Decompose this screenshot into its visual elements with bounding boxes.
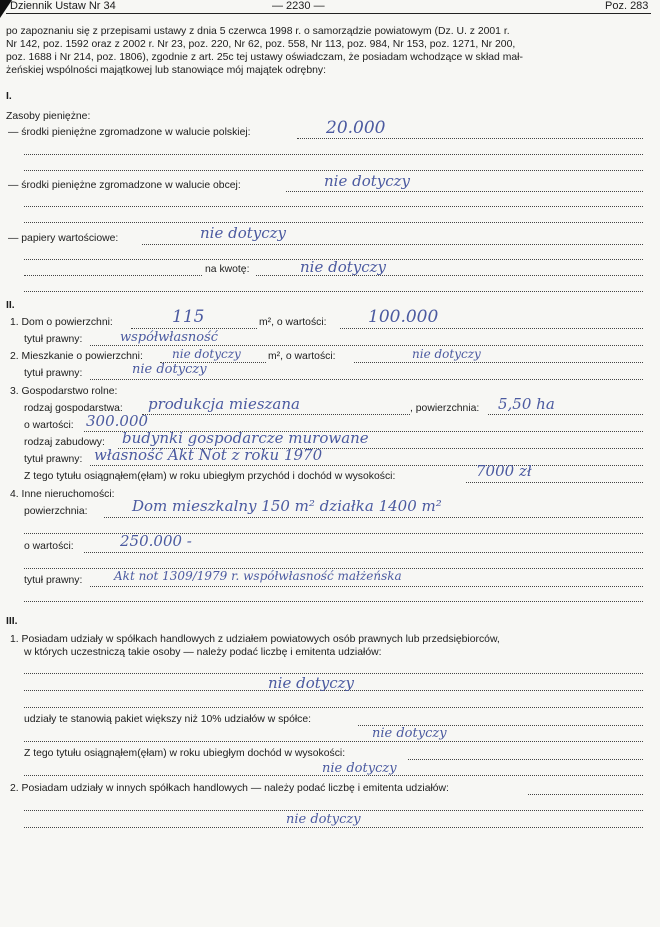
pln-value: 20.000 xyxy=(326,118,386,138)
farm-area: 5,50 ha xyxy=(498,395,555,413)
other-title-label: tytuł prawny: xyxy=(24,575,83,586)
flat-title-field xyxy=(90,379,643,380)
cash-heading: Zasoby pieniężne: xyxy=(6,111,91,122)
farm-value: 300.000 xyxy=(86,412,149,430)
farm-income: 7000 zł xyxy=(476,462,532,480)
shares-q1-line-2: w których uczestniczą takie osoby — należy podać liczbę i emitenta udziałów: xyxy=(24,647,382,658)
pln-extra-line-2 xyxy=(24,170,643,171)
shares-q2-value: nie dotyczy xyxy=(286,812,361,827)
foreign-field xyxy=(286,191,643,192)
flat-m2-label: m², o wartości: xyxy=(268,351,336,362)
foreign-label: — środki pieniężne zgromadzone w walucie obcej: xyxy=(8,180,241,191)
securities-field xyxy=(142,244,643,245)
section-2-number: II. xyxy=(6,300,15,311)
other-extra-line-3 xyxy=(24,601,643,602)
intro-line-4: żeńskiej wspólności majątkowej lub stanowiące mój majątek odrębny: xyxy=(6,65,326,76)
shares-income-label: Z tego tytułu osiągnąłem(ęłam) w roku ubiegłym dochód w wysokości: xyxy=(24,748,346,759)
other-extra-line xyxy=(24,533,643,534)
other-title: Akt not 1309/1979 r. współwłasność małżeńska xyxy=(114,569,402,583)
foreign-extra-line-2 xyxy=(24,222,643,223)
farm-title-label: tytuł prawny: xyxy=(24,454,83,465)
shares-pkg-label: udziały te stanowią pakiet większy niż 10% udziałów w spółce: xyxy=(24,714,312,725)
securities-extra-line-3 xyxy=(24,291,643,292)
pln-extra-line xyxy=(24,154,643,155)
house-value-field xyxy=(340,328,643,329)
farm-value-label: o wartości: xyxy=(24,420,74,431)
house-m2-label: m², o wartości: xyxy=(259,317,327,328)
house-label: 1. Dom o powierzchni: xyxy=(10,317,113,328)
page-number: — 2230 — xyxy=(272,0,325,12)
flat-title-label: tytuł prawny: xyxy=(24,368,83,379)
header-rule xyxy=(6,13,651,14)
shares-q1-line-1: 1. Posiadam udziały w spółkach handlowych z udziałem powiatowych osób prawnych lub przedsiębiorców, xyxy=(10,634,500,645)
other-label: 4. Inne nieruchomości: xyxy=(10,489,115,500)
farm-label: 3. Gospodarstwo rolne: xyxy=(10,386,118,397)
farm-type-field xyxy=(142,414,410,415)
flat-value-field xyxy=(354,362,643,363)
house-title-label: tytuł prawny: xyxy=(24,334,83,345)
intro-line-2: Nr 142, poz. 1592 oraz z 2002 r. Nr 23, poz. 220, Nr 62, poz. 558, Nr 113, poz. 984, Nr 153, poz. 1271, Nr 200, xyxy=(6,39,516,50)
securities-detail-line xyxy=(24,275,202,276)
foreign-extra-line xyxy=(24,206,643,207)
farm-buildings: budynki gospodarcze murowane xyxy=(122,429,369,447)
amount-value: nie dotyczy xyxy=(300,258,387,276)
pln-label: — środki pieniężne zgromadzone w walucie polskiej: xyxy=(8,127,251,138)
section-3-number: III. xyxy=(6,616,18,627)
flat-title: nie dotyczy xyxy=(132,362,207,377)
other-title-field xyxy=(90,586,643,587)
other-value-field xyxy=(84,552,643,553)
position-number: Poz. 283 xyxy=(605,0,649,12)
intro-line-3: poz. 1688 i Nr 214, poz. 1806), zgodnie z art. 25c tej ustawy oświadczam, że posiadam wchodzące w skład mał- xyxy=(6,52,523,63)
other-area-field xyxy=(104,517,643,518)
pln-field xyxy=(297,138,643,139)
flat-area: nie dotyczy xyxy=(172,347,241,361)
farm-buildings-label: rodzaj zabudowy: xyxy=(24,437,105,448)
farm-title-field xyxy=(90,465,643,466)
house-value: 100.000 xyxy=(368,307,439,327)
flat-value: nie dotyczy xyxy=(412,347,481,361)
farm-income-label: Z tego tytułu osiągnąłem(ęłam) w roku ubiegłym przychód i dochód w wysokości: xyxy=(24,471,396,482)
shares-pkg-extra-line xyxy=(24,741,643,742)
other-area: Dom mieszkalny 150 m² działka 1400 m² xyxy=(132,497,442,515)
farm-income-field xyxy=(466,482,643,483)
farm-type: produkcja mieszana xyxy=(148,395,300,413)
journal-name: Dziennik Ustaw Nr 34 xyxy=(10,0,116,12)
section-1-number: I. xyxy=(6,91,12,102)
other-value-label: o wartości: xyxy=(24,541,74,552)
shares-q2-label: 2. Posiadam udziały w innych spółkach handlowych — należy podać liczbę i emitenta udziałów: xyxy=(10,783,449,794)
shares-income-field xyxy=(408,759,643,760)
farm-title: własność Akt Not z roku 1970 xyxy=(94,446,323,464)
other-area-label: powierzchnia: xyxy=(24,506,88,517)
house-area: 115 xyxy=(172,307,205,327)
shares-q1-value: nie dotyczy xyxy=(268,674,355,692)
page-header xyxy=(0,0,660,12)
flat-label: 2. Mieszkanie o powierzchni: xyxy=(10,351,143,362)
shares-income-value: nie dotyczy xyxy=(322,761,397,776)
securities-label: — papiery wartościowe: xyxy=(8,233,119,244)
amount-label: na kwotę: xyxy=(205,264,250,275)
farm-area-label: , powierzchnia: xyxy=(410,403,480,414)
farm-type-label: rodzaj gospodarstwa: xyxy=(24,403,123,414)
shares-q1-line-c xyxy=(24,707,643,708)
house-title: współwłasność xyxy=(120,330,219,345)
foreign-value: nie dotyczy xyxy=(324,172,411,190)
intro-line-1: po zapoznaniu się z przepisami ustawy z dnia 5 czerwca 1998 r. o samorządzie powiatowym (Dz. U. z 2001 r. xyxy=(6,26,510,37)
house-area-field xyxy=(131,328,257,329)
other-value: 250.000 - xyxy=(120,532,192,550)
shares-pkg-value: nie dotyczy xyxy=(372,726,447,741)
securities-value: nie dotyczy xyxy=(200,224,287,242)
shares-q2-line-a xyxy=(24,810,643,811)
farm-area-field xyxy=(488,414,643,415)
shares-q2-field xyxy=(528,794,643,795)
